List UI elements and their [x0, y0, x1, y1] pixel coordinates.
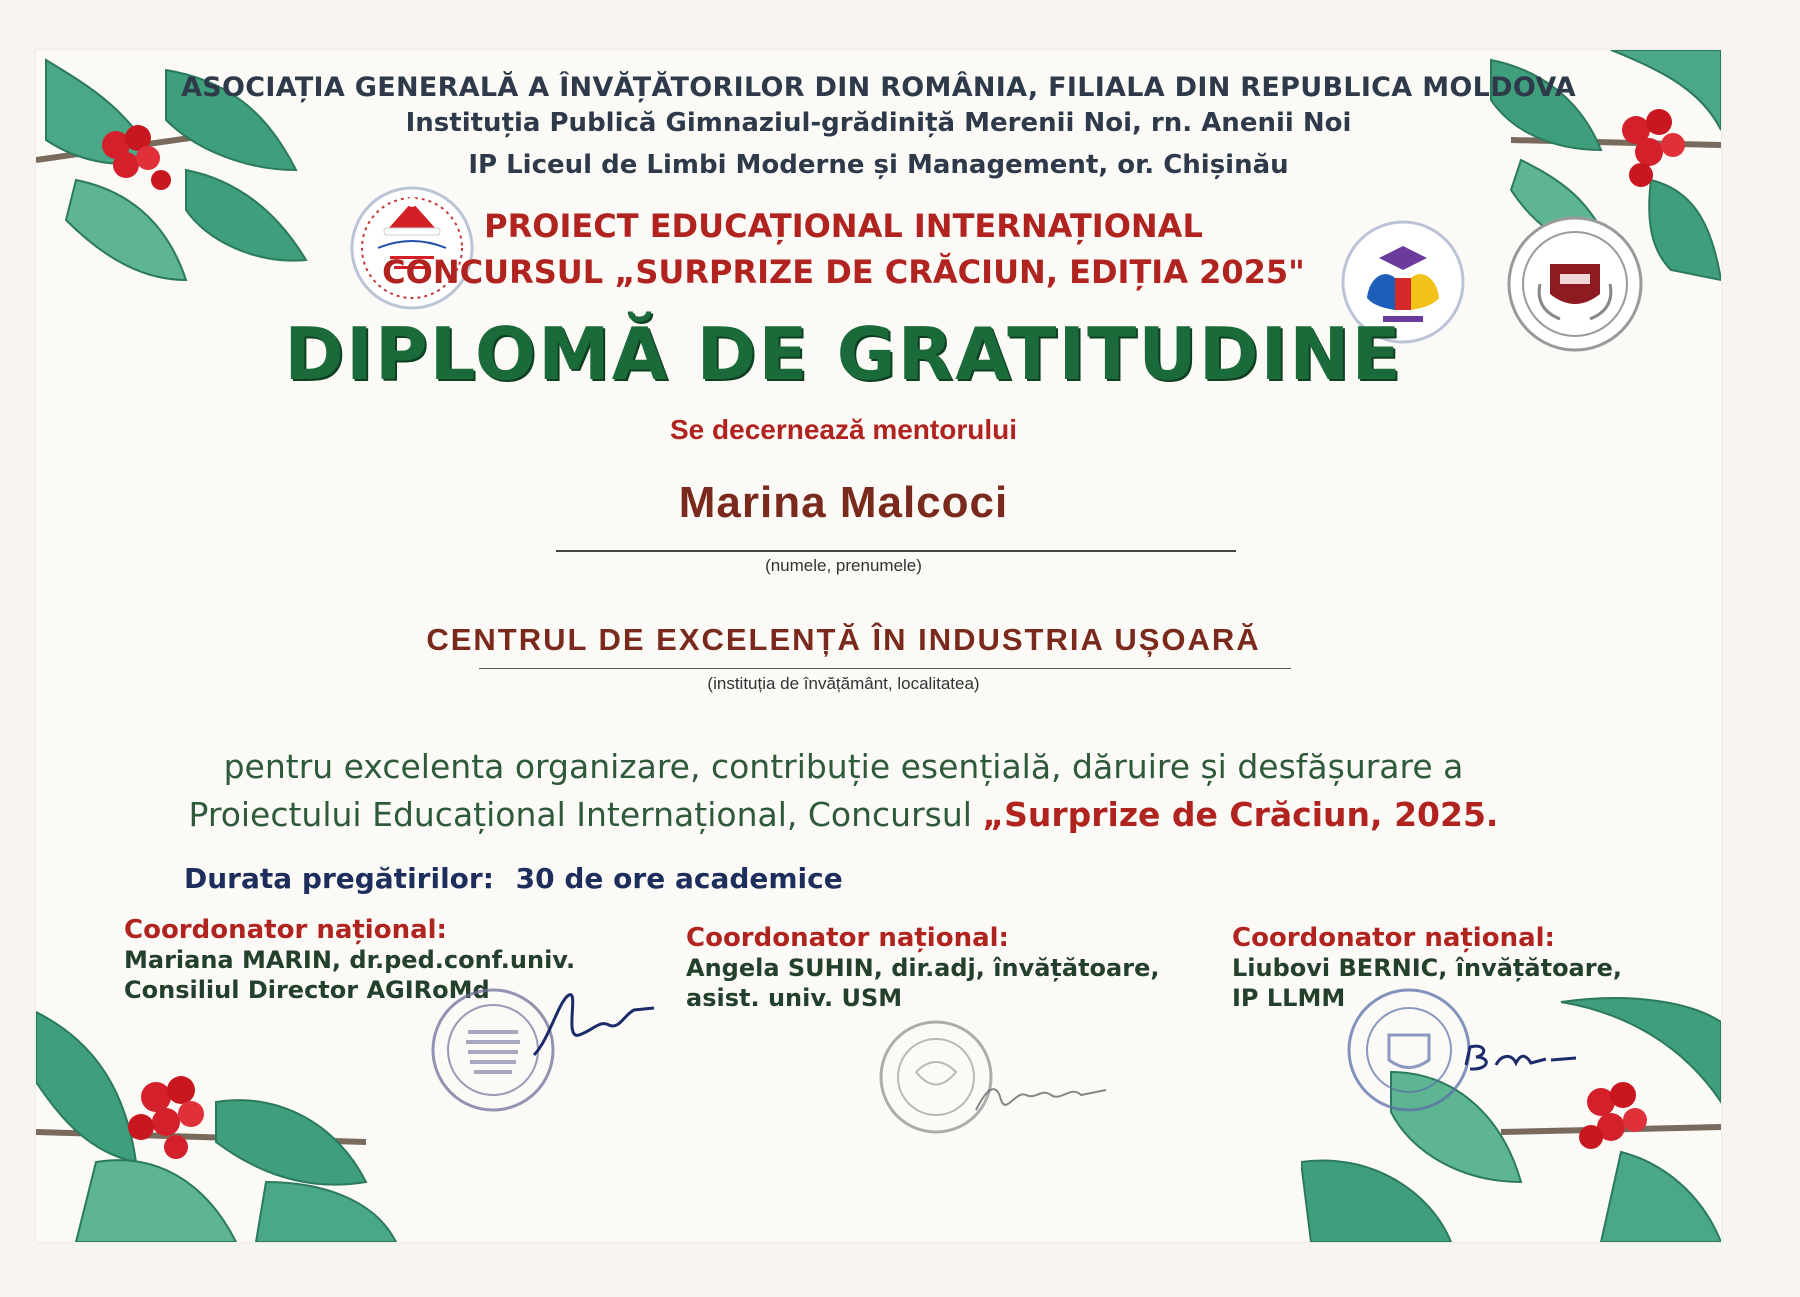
diploma-page [36, 50, 1721, 1242]
signature-2 [966, 1060, 1116, 1130]
body-line-2-text: Proiectului Educațional Internațional, Concursul [188, 795, 972, 834]
coordinator-3-title: Coordonator național: [1232, 923, 1555, 953]
recipient-name: Marina Malcoci [678, 478, 1009, 527]
header-line-1: ASOCIAȚIA GENERALĂ A ÎNVĂȚĂTORILOR DIN ROMÂNIA, FILIALA DIN REPUBLICA MOLDOVA [181, 72, 1576, 103]
name-hint: (numele, prenumele) [765, 556, 922, 575]
project-title-line-1: PROIECT EDUCAȚIONAL INTERNAȚIONAL [484, 207, 1203, 245]
coordinator-1-line-1: Mariana MARIN, dr.ped.conf.univ. [124, 946, 576, 974]
coordinator-3-line-2: IP LLMM [1232, 984, 1346, 1012]
coordinator-2 [686, 923, 1159, 1013]
name-underline [556, 550, 1236, 552]
header-line-3: IP Liceul de Limbi Moderne și Management, or. Chișinău [468, 150, 1289, 180]
coordinator-1-line-2: Consiliul Director AGIRoMd [124, 976, 490, 1004]
coordinator-1-title: Coordonator național: [124, 915, 447, 945]
institution-name: CENTRUL DE EXCELENȚĂ ÎN INDUSTRIA UȘOARĂ [426, 622, 1261, 657]
project-title-line-2: CONCURSUL „SURPRIZE DE CRĂCIUN, EDIȚIA 2025" [382, 253, 1305, 291]
body-line-2 [36, 795, 1686, 834]
signature-3 [1456, 1025, 1586, 1095]
contest-name: „Surprize de Crăciun, 2025. [982, 795, 1499, 834]
coordinator-2-line-1: Angela SUHIN, dir.adj, învățătoare, [686, 954, 1160, 982]
award-text: Se decernează mentorului [669, 414, 1017, 445]
body-line-1: pentru excelenta organizare, contribuție esențială, dăruire și desfășurare a [223, 747, 1464, 786]
signature-1 [524, 980, 664, 1070]
duration [184, 862, 843, 895]
coordinator-3-line-1: Liubovi BERNIC, învățătoare, [1232, 954, 1622, 982]
header-line-2: Instituția Publică Gimnaziul-grădiniță Merenii Noi, rn. Anenii Noi [405, 108, 1352, 138]
seal-llmm [1344, 985, 1474, 1115]
diploma-title: DIPLOMĂ DE GRATITUDINE [284, 312, 1403, 396]
project-logo [348, 184, 476, 312]
institution-hint: (instituția de învățământ, localitatea) [707, 674, 980, 693]
duration-label: Durata pregătirilor: [184, 862, 494, 895]
coordinator-2-title: Coordonator național: [686, 923, 1009, 953]
institution-underline [479, 668, 1291, 669]
coordinator-2-line-2: asist. univ. USM [686, 984, 903, 1012]
holly-bottom-left [36, 982, 436, 1242]
duration-value: 30 de ore academice [515, 862, 843, 895]
